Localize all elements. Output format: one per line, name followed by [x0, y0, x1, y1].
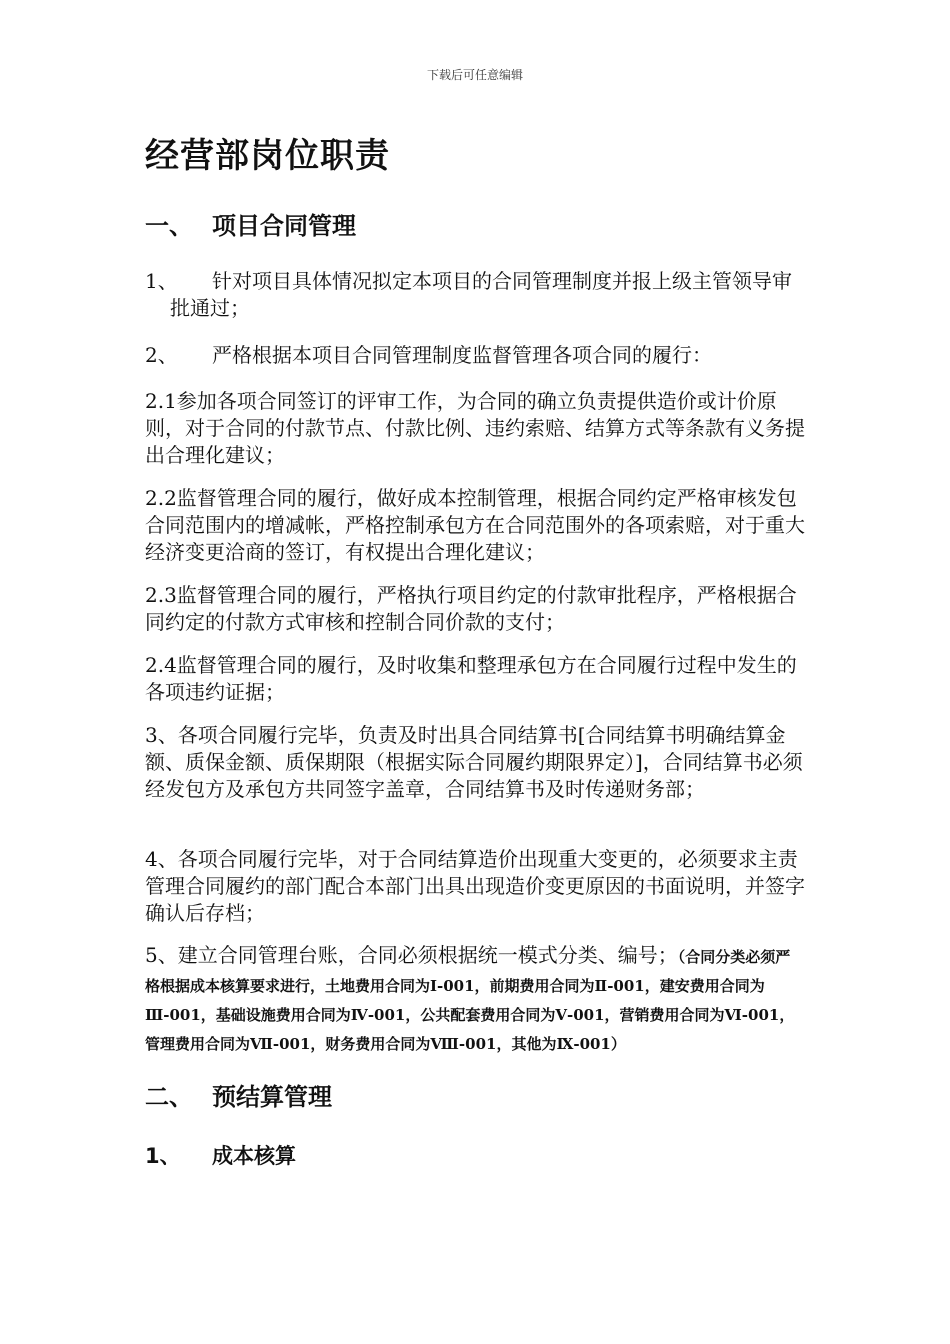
paragraph-2-1: 2.1参加各项合同签订的评审工作，为合同的确立负责提供造价或计价原则，对于合同的付款节点、付款比例、违约索赔、结算方式等条款有义务提出合理化建议；	[145, 389, 805, 467]
item-text: 针对项目具体情况拟定本项目的合同管理制度并报上级主管领导审批通过；	[170, 269, 792, 320]
list-item-1	[145, 268, 805, 322]
section-heading-1	[145, 206, 356, 241]
paragraph-3: 3、各项合同履行完毕，负责及时出具合同结算书[合同结算书明确结算金额、质保金额、质保期限（根据实际合同履约期限界定）]，合同结算书必须经发包方及承包方共同签字盖章，合同结算书及时传递财务部；	[145, 723, 803, 801]
page-header: 下载后可任意编辑	[426, 68, 523, 82]
section-heading-2	[145, 1077, 332, 1112]
paragraph-5-text: 5、建立合同管理台账，合同必须根据统一模式分类、编号；	[145, 943, 678, 967]
section-title: 预结算管理	[212, 1083, 332, 1111]
page-title: 经营部岗位职责	[145, 136, 390, 176]
list-item-2	[145, 342, 805, 369]
paragraph-5	[145, 942, 805, 1058]
paragraph-2-2: 2.2监督管理合同的履行，做好成本控制管理，根据合同约定严格审核发包合同范围内的增减帐，严格控制承包方在合同范围外的各项索赔，对于重大经济变更洽商的签订，有权提出合理化建议；	[145, 486, 805, 564]
subsection-number: 1、	[145, 1144, 181, 1168]
section-title: 项目合同管理	[212, 212, 356, 240]
paragraph-2-4: 2.4监督管理合同的履行，及时收集和整理承包方在合同履行过程中发生的各项违约证据；	[145, 653, 797, 704]
item-number: 2、	[145, 343, 178, 367]
paragraph-2-3: 2.3监督管理合同的履行，严格执行项目约定的付款审批程序，严格根据合同约定的付款方式审核和控制合同价款的支付；	[145, 583, 797, 634]
subsection-title: 成本核算	[212, 1144, 296, 1168]
subsection-heading-1	[145, 1140, 296, 1170]
section-number: 一、	[145, 212, 193, 240]
item-text: 严格根据本项目合同管理制度监督管理各项合同的履行：	[212, 343, 712, 367]
paragraph-4: 4、各项合同履行完毕，对于合同结算造价出现重大变更的，必须要求主责管理合同履约的部门配合本部门出具出现造价变更原因的书面说明，并签字确认后存档；	[145, 847, 805, 925]
section-number: 二、	[145, 1083, 193, 1111]
item-number: 1、	[145, 269, 178, 293]
paragraph-5-note: （合同分类必须严格根据成本核算要求进行，土地费用合同为Ⅰ-001，前期费用合同为Ⅱ-001，建安费用合同为Ⅲ-001，基础设施费用合同为Ⅳ-001，公共配套费用合同为Ⅴ-001，营销费用合同为Ⅵ-001，管理费用合同为Ⅶ-001，财务费用合同为Ⅷ-001，其他为Ⅸ-001）	[145, 948, 795, 1053]
